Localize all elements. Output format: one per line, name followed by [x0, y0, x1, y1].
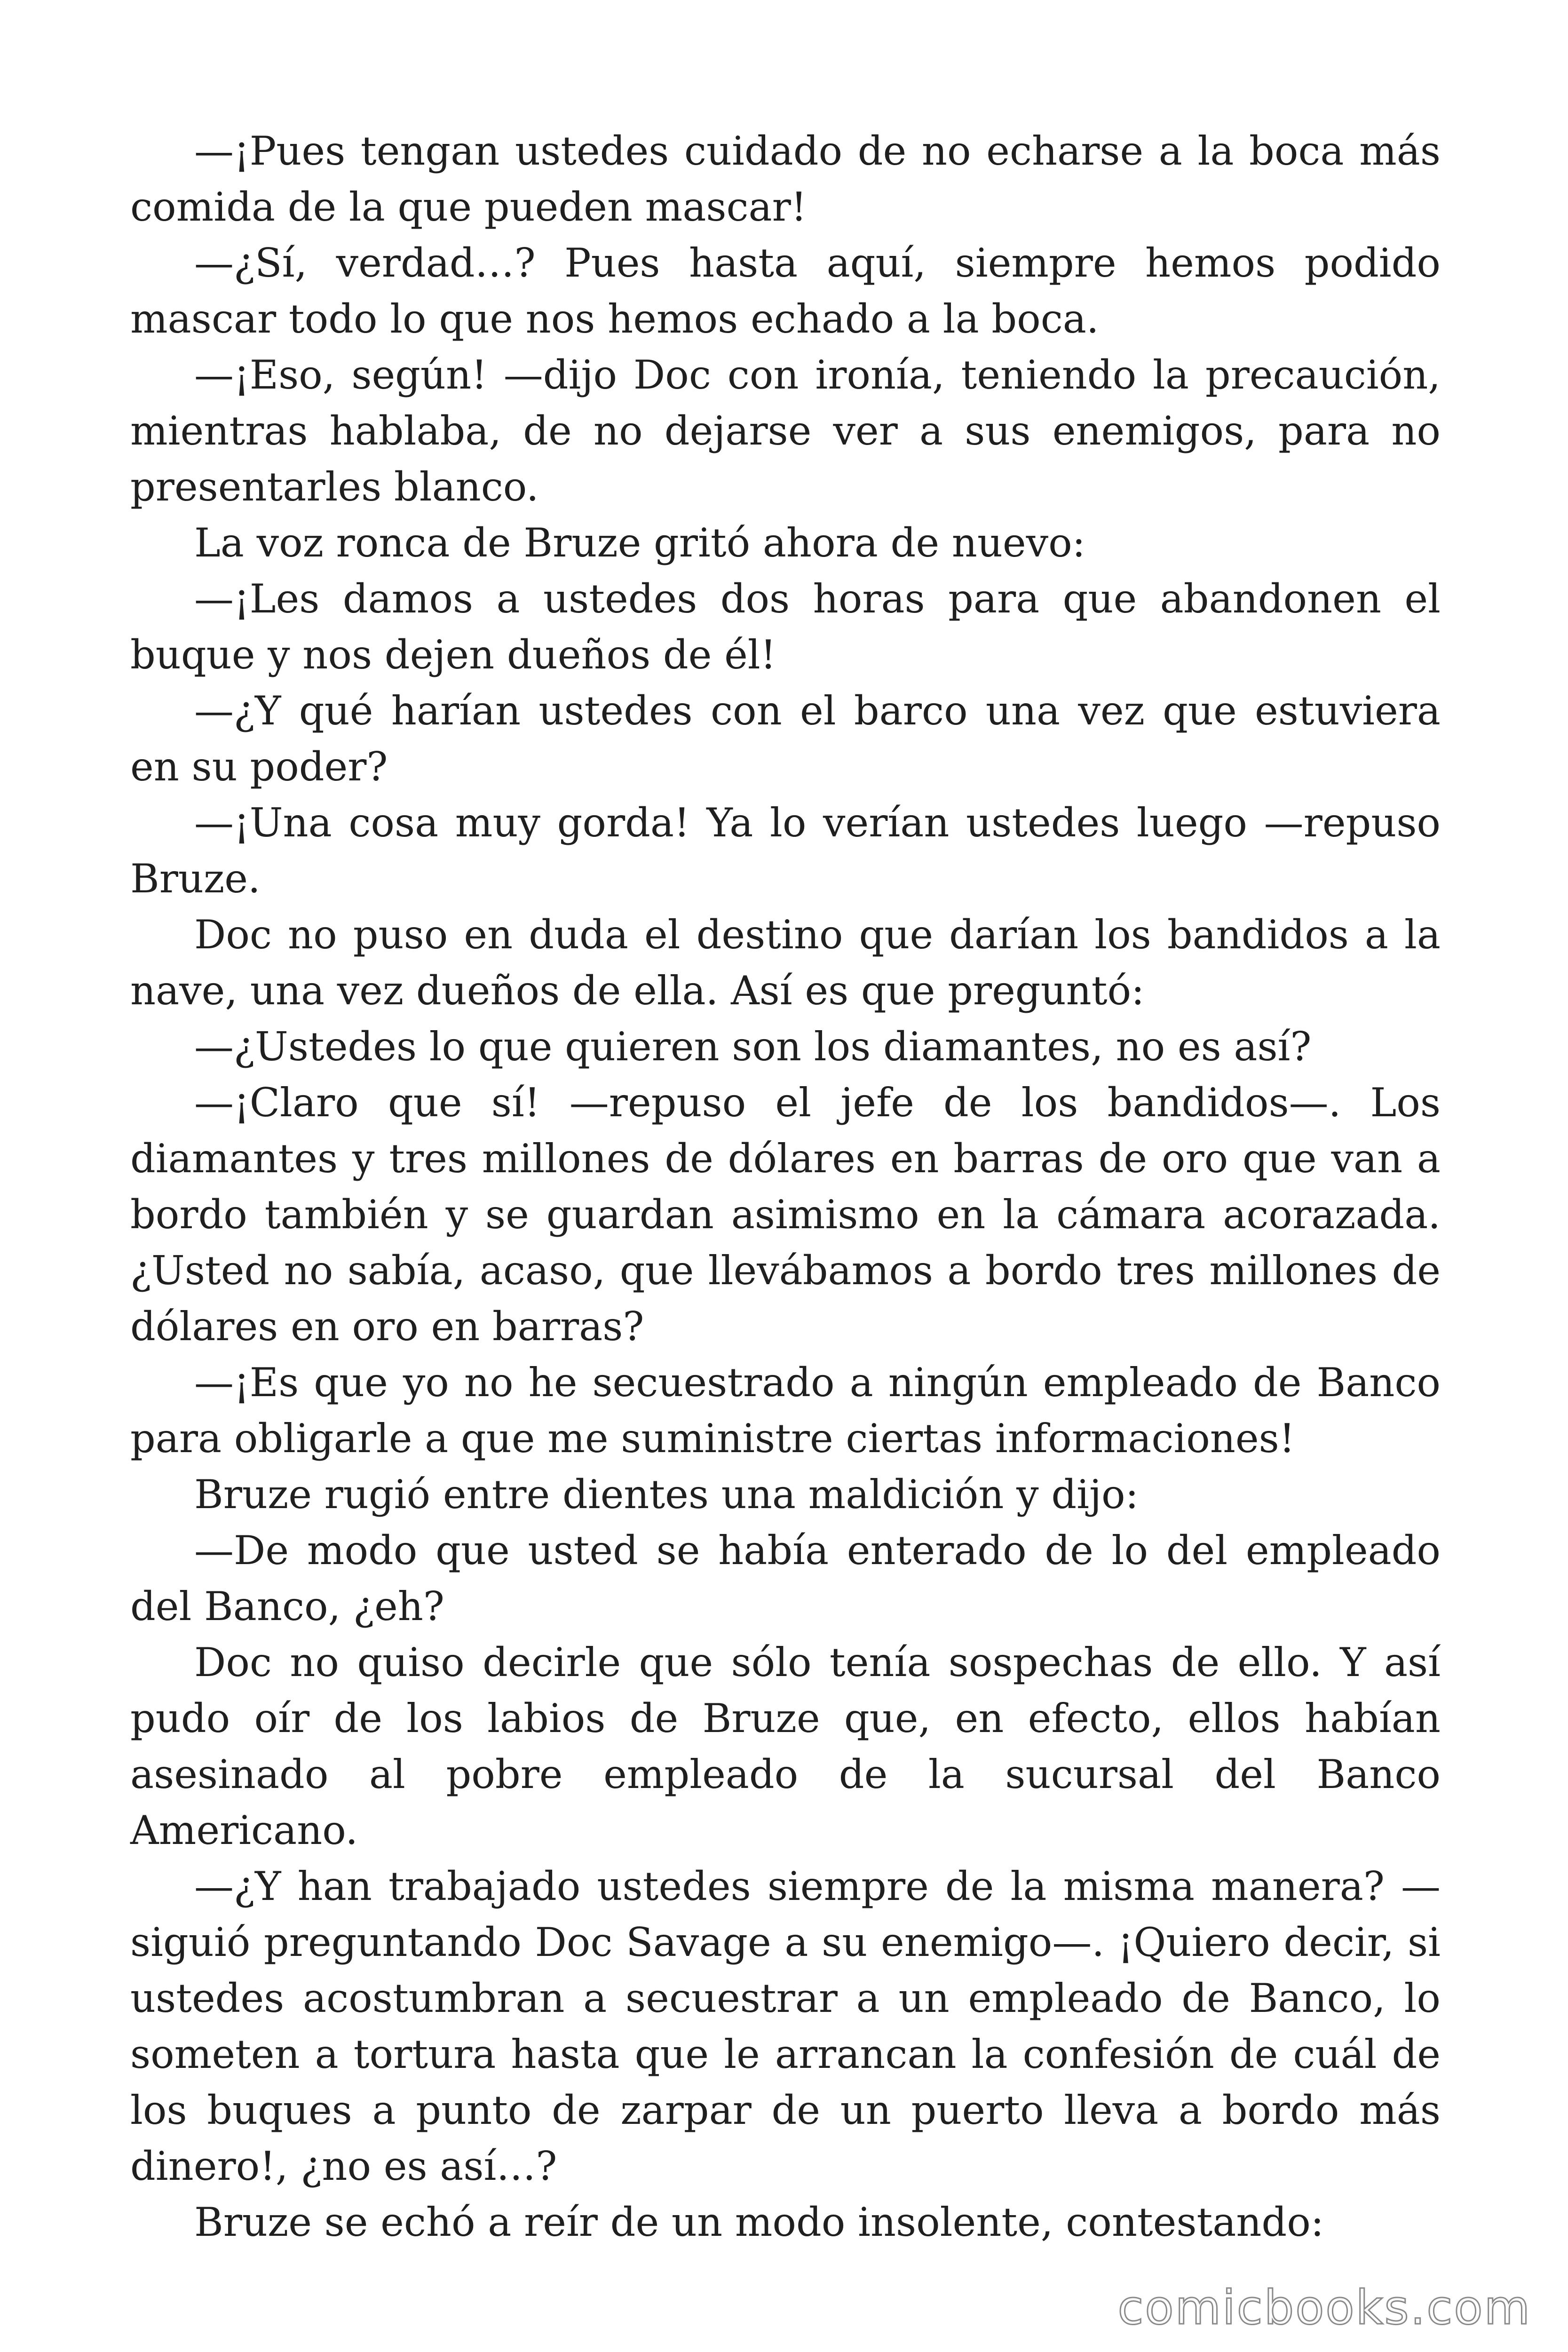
watermark-logo: comicbooks.com [1117, 2280, 1531, 2335]
page-body [130, 123, 1441, 2250]
paragraph: Doc no puso en duda el destino que darían los bandidos a la nave, una vez dueños de ella. Así es que preguntó: [130, 912, 1441, 1014]
paragraph: —¿Sí, verdad…? Pues hasta aquí, siempre hemos podido mascar todo lo que nos hemos echado a la boca. [130, 240, 1441, 342]
paragraph: —¡Claro que sí! —repuso el jefe de los bandidos—. Los diamantes y tres millones de dólares en barras de oro que van a bordo también y se guardan asimismo en la cámara acorazada. ¿Usted no sabía, acaso, que llevábamos a bordo tres millones de dólares en oro en barras? [130, 1080, 1441, 1350]
paragraph: Bruze se echó a reír de un modo insolente, contestando: [194, 2199, 1324, 2245]
paragraph: —¡Es que yo no he secuestrado a ningún empleado de Banco para obligarle a que me suministre ciertas informaciones! [130, 1359, 1441, 1462]
paragraph: —De modo que usted se había enterado de lo del empleado del Banco, ¿eh? [130, 1527, 1441, 1629]
paragraph: —¡Una cosa muy gorda! Ya lo verían ustedes luego —repuso Bruze. [130, 800, 1441, 902]
paragraph: —¿Y qué harían ustedes con el barco una vez que estuviera en su poder? [130, 688, 1441, 790]
paragraph: Doc no quiso decirle que sólo tenía sospechas de ello. Y así pudo oír de los labios de Bruze que, en efecto, ellos habían asesinado al pobre empleado de la sucursal del Banco Americano. [130, 1639, 1441, 1853]
paragraph: —¡Pues tengan ustedes cuidado de no echarse a la boca más comida de la que pueden mascar! [130, 128, 1441, 230]
paragraph: Bruze rugió entre dientes una maldición y dijo: [194, 1471, 1139, 1518]
paragraph: —¿Ustedes lo que quieren son los diamantes, no es así? [194, 1024, 1312, 1070]
paragraph: —¿Y han trabajado ustedes siempre de la misma manera? —siguió preguntando Doc Savage a su enemigo—. ¡Quiero decir, si ustedes acostumbran a secuestrar a un empleado de Banco, lo someten a tortura hasta que le arrancan la confesión de cuál de los buques a punto de zarpar de un puerto lleva a bordo más dinero!, ¿no es así…? [130, 1863, 1441, 2189]
paragraph: La voz ronca de Bruze gritó ahora de nuevo: [194, 520, 1085, 566]
paragraph: —¡Les damos a ustedes dos horas para que abandonen el buque y nos dejen dueños de él! [130, 576, 1441, 678]
paragraph: —¡Eso, según! —dijo Doc con ironía, teniendo la precaución, mientras hablaba, de no dejarse ver a sus enemigos, para no presentarles blanco. [130, 352, 1441, 510]
